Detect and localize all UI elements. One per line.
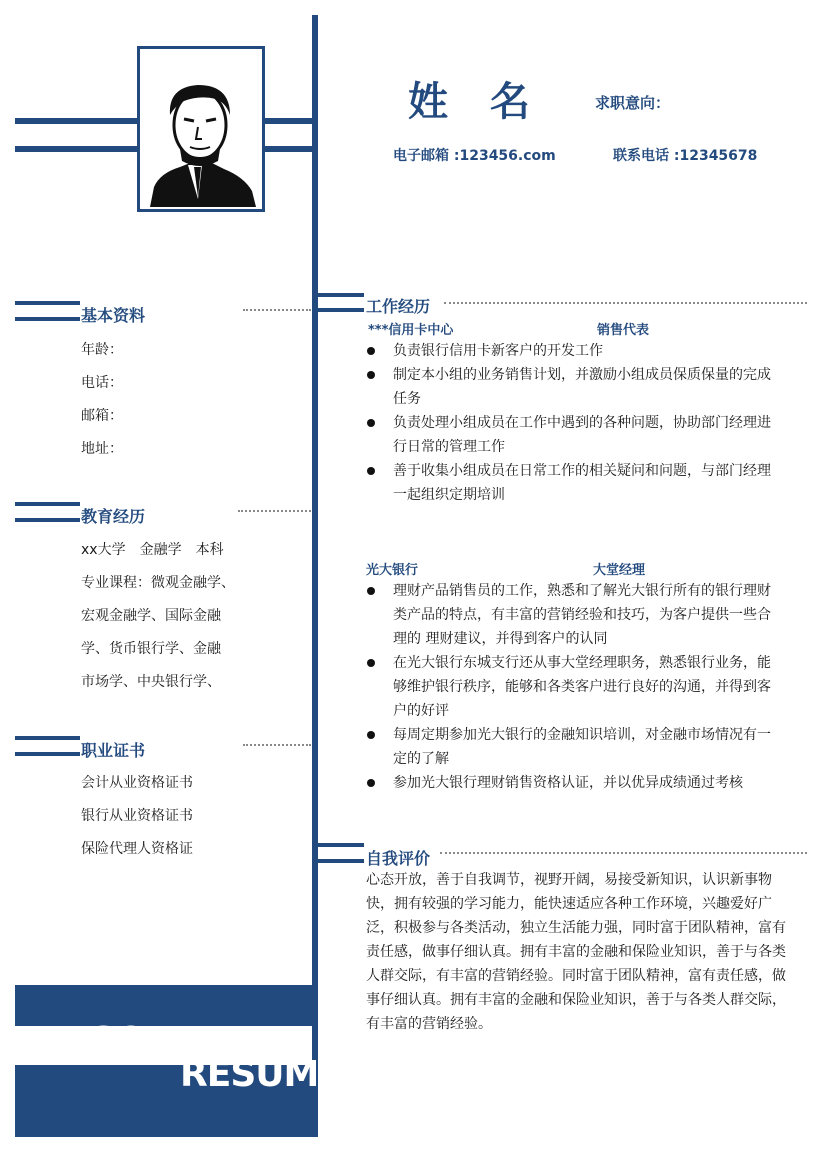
list-item: 理财产品销售员的工作，熟悉和了解光大银行所有的银行理财类产品的特点，有丰富的营销经验和技巧，为客户提供一些合理的 理财建议，并得到客户的认同 [365, 579, 783, 651]
profile-photo [137, 46, 265, 212]
header-bar-left-1 [15, 118, 137, 124]
section-bar [15, 752, 80, 756]
section-bar [318, 859, 364, 863]
email-info: 电子邮箱 :123456.com [393, 148, 556, 164]
education-line: xx大学 金融学 本科 [81, 542, 224, 558]
certificate-item: 保险代理人资格证 [81, 841, 193, 857]
dotted-rule [243, 309, 311, 311]
list-item: 制定本小组的业务销售计划，并激励小组成员保质保量的完成任务 [365, 363, 783, 411]
job-position: 大堂经理 [593, 563, 646, 578]
section-bar [318, 293, 364, 297]
header-bar-left-2 [15, 146, 137, 152]
basic-info-email: 邮箱： [81, 408, 123, 424]
basic-info-title: 基本资料 [81, 306, 146, 325]
education-title: 教育经历 [81, 507, 146, 526]
job-intent-label: 求职意向： [595, 94, 671, 112]
basic-info-phone: 电话： [81, 375, 123, 391]
list-item: 负责处理小组成员在工作中遇到的各种问题，协助部门经理进行日常的管理工作 [365, 411, 783, 459]
job-company: 光大银行 [366, 563, 419, 578]
section-bar [15, 518, 80, 522]
section-bar [15, 736, 80, 740]
certificate-item: 会计从业资格证书 [81, 775, 193, 791]
dotted-rule [444, 302, 807, 304]
self-eval-title: 自我评价 [366, 849, 431, 868]
section-bar [15, 502, 80, 506]
education-line: 宏观金融学、国际金融 [81, 608, 221, 624]
list-item: 善于收集小组成员在日常工作的相关疑问和问题，与部门经理一起组织定期培训 [365, 459, 783, 507]
portrait-icon [140, 49, 262, 209]
work-title: 工作经历 [366, 297, 431, 316]
vertical-divider [312, 15, 318, 1137]
job-duties-list [365, 579, 783, 795]
education-line: 市场学、中央银行学、 [81, 674, 221, 690]
header-bar-right-2 [265, 146, 312, 152]
certificates-title: 职业证书 [81, 741, 146, 760]
dotted-rule [440, 852, 807, 854]
dotted-rule [243, 744, 311, 746]
list-item: 参加光大银行理财销售资格认证，并以优异成绩通过考核 [365, 771, 783, 795]
education-line: 专业课程：微观金融学、 [81, 575, 235, 591]
list-item: 每周定期参加光大银行的金融知识培训，对金融市场情况有一定的了解 [365, 723, 783, 771]
self-eval-text: 心态开放，善于自我调节，视野开阔，易接受新知识，认识新事物快，拥有较强的学习能力，能快速适应各种工作环境，兴趣爱好广泛，积极参与各类活动，独立生活能力强，同时富于团队精神，富有责任感，做事仔细认真。拥有丰富的金融和保险业知识，善于与各类人群交际，有丰富的营销经验。同时富于团队精神，富有责任感，做事仔细认真。拥有丰富的金融和保险业知识，善于与各类人群交际，有丰富的营销经验。 [366, 872, 786, 1032]
header-bar-right-1 [265, 118, 312, 124]
education-line: 学、货币银行学、金融 [81, 641, 221, 657]
job-position: 销售代表 [597, 323, 650, 338]
basic-info-address: 地址： [81, 441, 123, 457]
section-bar [15, 317, 80, 321]
banner-resume: RESUME [180, 1054, 342, 1095]
phone-info: 联系电话 :12345678 [613, 148, 758, 164]
banner-personal: PERSONAL [15, 1020, 224, 1061]
certificate-item: 银行从业资格证书 [81, 808, 193, 824]
candidate-name: 姓 名 [408, 79, 544, 125]
section-bar [318, 843, 364, 847]
list-item: 负责银行信用卡新客户的开发工作 [365, 339, 783, 363]
section-bar [318, 308, 364, 312]
basic-info-age: 年龄： [81, 342, 123, 358]
section-bar [15, 301, 80, 305]
dotted-rule [238, 510, 311, 512]
job-duties-list [365, 339, 783, 507]
list-item: 在光大银行东城支行还从事大堂经理职务，熟悉银行业务，能够维护银行秩序，能够和各类客户进行良好的沟通，并得到客户的好评 [365, 651, 783, 723]
job-company: ***信用卡中心 [368, 323, 454, 338]
